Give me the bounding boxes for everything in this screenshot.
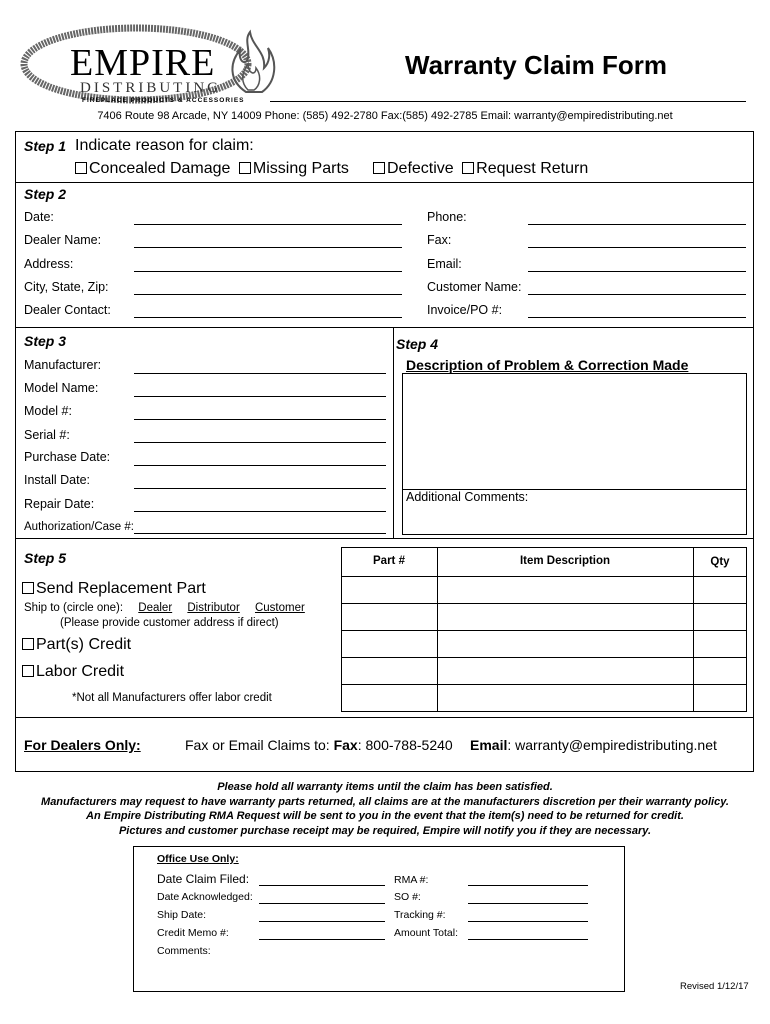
dealers-only-label: For Dealers Only: — [24, 737, 141, 753]
customer-name-label: Customer Name: — [427, 280, 522, 294]
missing-parts-checkbox[interactable]: Missing Parts — [239, 160, 349, 177]
ship-date-label: Ship Date: — [157, 909, 207, 921]
tracking-number-field[interactable] — [468, 921, 588, 922]
step5-label: Step 5 — [24, 550, 67, 566]
concealed-damage-checkbox[interactable]: Concealed Damage — [75, 160, 230, 177]
part-number-header: Part # — [373, 555, 405, 567]
date-field[interactable] — [134, 224, 402, 225]
logo-tagline: FIREPLACE PRODUCTS & ACCESSORIES — [82, 97, 245, 104]
ship-date-field[interactable] — [259, 921, 385, 922]
address-label: Address: — [24, 257, 74, 271]
customer-name-field[interactable] — [528, 294, 746, 295]
purchase-date-field[interactable] — [134, 465, 386, 466]
labor-note: *Not all Manufacturers offer labor credit — [72, 692, 272, 704]
step2-label: Step 2 — [24, 186, 67, 202]
date-acknowledged-field[interactable] — [259, 903, 385, 904]
step1-prompt: Indicate reason for claim: — [75, 137, 254, 154]
ship-customer-option[interactable]: Customer — [254, 602, 305, 614]
office-use-title: Office Use Only: — [157, 853, 239, 865]
item-description-header: Item Description — [519, 555, 611, 567]
install-date-label: Install Date: — [24, 473, 91, 487]
ship-note: (Please provide customer address if direct) — [60, 617, 279, 629]
problem-description-box[interactable] — [402, 373, 747, 490]
rma-number-field[interactable] — [468, 885, 588, 886]
credit-memo-label: Credit Memo #: — [157, 927, 229, 939]
office-use-box — [133, 846, 625, 992]
ship-to-row — [24, 602, 305, 614]
manufacturer-label: Manufacturer: — [24, 358, 102, 372]
city-state-zip-field[interactable] — [134, 294, 402, 295]
model-number-label: Model #: — [24, 404, 72, 418]
amount-total-field[interactable] — [468, 939, 588, 940]
labor-credit-checkbox[interactable]: Labor Credit — [22, 663, 124, 681]
email-field[interactable] — [528, 271, 746, 272]
revised-date: Revised 1/12/17 — [680, 981, 749, 992]
additional-comments-label: Additional Comments: — [406, 490, 529, 504]
model-name-label: Model Name: — [24, 381, 99, 395]
note-4: Pictures and customer purchase receipt may be required, Empire will notify you if they are necessary. — [118, 824, 652, 837]
send-replacement-checkbox[interactable]: Send Replacement Part — [22, 580, 206, 598]
request-return-checkbox[interactable]: Request Return — [462, 160, 588, 177]
dealer-name-field[interactable] — [134, 247, 402, 248]
ship-distributor-option[interactable]: Distributor — [187, 602, 240, 614]
date-claim-filed-field[interactable] — [259, 885, 385, 886]
logo-name: EMPIRE — [70, 42, 216, 84]
note-3: An Empire Distributing RMA Request will be sent to you in the event that the item(s) need to be returned for credit. — [86, 810, 684, 822]
step3-label: Step 3 — [24, 333, 67, 349]
city-state-zip-label: City, State, Zip: — [24, 280, 109, 294]
ship-to-label: Ship to (circle one): — [24, 602, 124, 614]
address-field[interactable] — [134, 271, 402, 272]
step4-label: Step 4 — [396, 336, 439, 352]
install-date-field[interactable] — [134, 488, 386, 489]
model-number-field[interactable] — [134, 419, 386, 420]
invoice-po-field[interactable] — [528, 317, 746, 318]
invoice-po-label: Invoice/PO #: — [427, 303, 503, 317]
parts-credit-checkbox[interactable]: Part(s) Credit — [22, 636, 131, 654]
model-name-field[interactable] — [134, 396, 386, 397]
dealer-name-label: Dealer Name: — [24, 233, 102, 247]
date-label: Date: — [24, 210, 54, 224]
tracking-number-label: Tracking #: — [394, 909, 446, 921]
logo-sub: DISTRIBUTING — [80, 80, 221, 96]
step4-heading: Description of Problem & Correction Made — [406, 357, 689, 373]
date-claim-filed-label: Date Claim Filed: — [157, 872, 250, 886]
date-acknowledged-label: Date Acknowledged: — [157, 891, 253, 903]
auth-case-field[interactable] — [134, 533, 386, 534]
step1-options — [75, 160, 349, 178]
note-1: Please hold all warranty items until the claim has been satisfied. — [217, 781, 553, 793]
so-number-label: SO #: — [394, 891, 421, 903]
qty-header: Qty — [710, 556, 730, 568]
purchase-date-label: Purchase Date: — [24, 450, 111, 464]
form-title: Warranty Claim Form — [405, 50, 667, 80]
rma-number-label: RMA #: — [394, 874, 429, 886]
credit-memo-field[interactable] — [259, 939, 385, 940]
contact-line: 7406 Route 98 Arcade, NY 14009 Phone: (585) 492-2780 Fax:(585) 492-2785 Email: warranty@empiredistributing.net — [97, 110, 673, 122]
fax-field[interactable] — [528, 247, 746, 248]
dealer-contact-field[interactable] — [134, 317, 402, 318]
step1-label: Step 1 — [24, 138, 67, 154]
so-number-field[interactable] — [468, 903, 588, 904]
repair-date-field[interactable] — [134, 511, 386, 512]
phone-label: Phone: — [427, 210, 467, 224]
note-2: Manufacturers may request to have warranty parts returned, all claims are at the manufacturers discretion per their warranty policy. — [41, 795, 729, 808]
amount-total-label: Amount Total: — [394, 927, 459, 939]
fax-label: Fax: — [427, 233, 452, 247]
phone-field[interactable] — [528, 224, 746, 225]
repair-date-label: Repair Date: — [24, 497, 95, 511]
auth-case-label: Authorization/Case #: — [24, 521, 134, 533]
serial-number-field[interactable] — [134, 442, 386, 443]
ship-dealer-option[interactable]: Dealer — [138, 602, 173, 614]
email-claims-line: Email: warranty@empiredistributing.net — [470, 737, 717, 753]
serial-number-label: Serial #: — [24, 428, 70, 442]
dealer-contact-label: Dealer Contact: — [24, 303, 111, 317]
office-comments-label: Comments: — [157, 945, 211, 957]
manufacturer-field[interactable] — [134, 373, 386, 374]
defective-checkbox[interactable]: Defective — [373, 160, 454, 177]
fax-claims-line: Fax or Email Claims to: Fax: 800-788-5240 — [185, 737, 453, 753]
email-label: Email: — [427, 257, 462, 271]
notes — [0, 780, 770, 838]
